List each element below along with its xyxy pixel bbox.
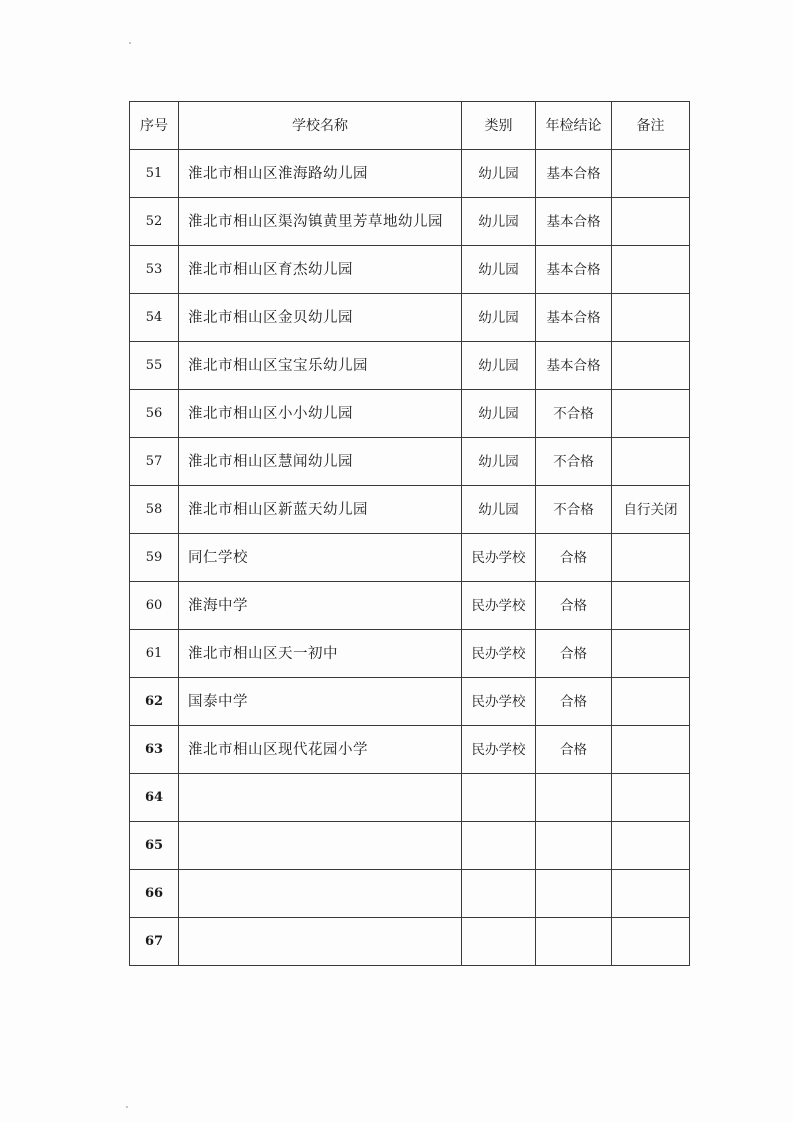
school-name: 淮北市相山区慧闻幼儿园 <box>179 438 462 486</box>
table-row <box>130 534 690 582</box>
school-category: 幼儿园 <box>462 486 536 534</box>
remarks <box>612 582 690 630</box>
row-number: 66 <box>130 870 179 918</box>
inspection-result: 合格 <box>536 582 612 630</box>
school-name: 同仁学校 <box>179 534 462 582</box>
row-number: 65 <box>130 822 179 870</box>
school-category: 幼儿园 <box>462 198 536 246</box>
table-row <box>130 342 690 390</box>
school-name: 国泰中学 <box>179 678 462 726</box>
table-row <box>130 678 690 726</box>
school-category: 幼儿园 <box>462 150 536 198</box>
school-name <box>179 774 462 822</box>
scan-speck <box>126 1106 128 1108</box>
table-row <box>130 150 690 198</box>
remarks <box>612 774 690 822</box>
remarks <box>612 630 690 678</box>
inspection-result: 基本合格 <box>536 198 612 246</box>
school-name: 淮北市相山区现代花园小学 <box>179 726 462 774</box>
table-row <box>130 198 690 246</box>
inspection-result: 合格 <box>536 534 612 582</box>
row-number: 57 <box>130 438 179 486</box>
table-row <box>130 582 690 630</box>
school-name <box>179 822 462 870</box>
header-school-name: 学校名称 <box>179 102 462 150</box>
remarks: 自行关闭 <box>612 486 690 534</box>
remarks <box>612 726 690 774</box>
row-number: 51 <box>130 150 179 198</box>
inspection-result <box>536 918 612 966</box>
school-name: 淮北市相山区宝宝乐幼儿园 <box>179 342 462 390</box>
inspection-result: 合格 <box>536 726 612 774</box>
remarks <box>612 438 690 486</box>
remarks <box>612 390 690 438</box>
school-name <box>179 870 462 918</box>
school-category <box>462 870 536 918</box>
table-header-row <box>130 102 690 150</box>
row-number: 64 <box>130 774 179 822</box>
row-number: 62 <box>130 678 179 726</box>
inspection-result: 基本合格 <box>536 294 612 342</box>
inspection-result: 基本合格 <box>536 150 612 198</box>
row-number: 63 <box>130 726 179 774</box>
inspection-result: 合格 <box>536 678 612 726</box>
remarks <box>612 294 690 342</box>
inspection-result <box>536 822 612 870</box>
row-number: 60 <box>130 582 179 630</box>
school-category: 民办学校 <box>462 582 536 630</box>
header-category: 类别 <box>462 102 536 150</box>
row-number: 67 <box>130 918 179 966</box>
inspection-result: 合格 <box>536 630 612 678</box>
table-row <box>130 822 690 870</box>
table-row <box>130 294 690 342</box>
school-name <box>179 918 462 966</box>
remarks <box>612 246 690 294</box>
remarks <box>612 870 690 918</box>
table-row <box>130 246 690 294</box>
school-name: 淮北市相山区新蓝天幼儿园 <box>179 486 462 534</box>
school-category: 幼儿园 <box>462 390 536 438</box>
school-name: 淮海中学 <box>179 582 462 630</box>
school-name: 淮北市相山区小小幼儿园 <box>179 390 462 438</box>
school-category: 民办学校 <box>462 678 536 726</box>
header-inspection-result: 年检结论 <box>536 102 612 150</box>
remarks <box>612 198 690 246</box>
inspection-result: 不合格 <box>536 438 612 486</box>
school-name: 淮北市相山区渠沟镇黄里芳草地幼儿园 <box>179 198 462 246</box>
row-number: 55 <box>130 342 179 390</box>
school-category: 幼儿园 <box>462 438 536 486</box>
table-row <box>130 726 690 774</box>
scan-speck <box>129 42 131 44</box>
inspection-result <box>536 774 612 822</box>
school-category <box>462 918 536 966</box>
inspection-result: 基本合格 <box>536 246 612 294</box>
school-name: 淮北市相山区淮海路幼儿园 <box>179 150 462 198</box>
remarks <box>612 534 690 582</box>
row-number: 52 <box>130 198 179 246</box>
table-row <box>130 870 690 918</box>
school-category: 民办学校 <box>462 534 536 582</box>
school-inspection-table <box>129 101 690 966</box>
table-row <box>130 486 690 534</box>
row-number: 61 <box>130 630 179 678</box>
table-row <box>130 918 690 966</box>
remarks <box>612 918 690 966</box>
remarks <box>612 150 690 198</box>
row-number: 58 <box>130 486 179 534</box>
row-number: 54 <box>130 294 179 342</box>
header-no: 序号 <box>130 102 179 150</box>
inspection-result <box>536 870 612 918</box>
inspection-result: 基本合格 <box>536 342 612 390</box>
remarks <box>612 342 690 390</box>
school-name: 淮北市相山区育杰幼儿园 <box>179 246 462 294</box>
row-number: 59 <box>130 534 179 582</box>
school-category: 幼儿园 <box>462 246 536 294</box>
table-row <box>130 390 690 438</box>
remarks <box>612 822 690 870</box>
row-number: 53 <box>130 246 179 294</box>
school-name: 淮北市相山区天一初中 <box>179 630 462 678</box>
table-row <box>130 630 690 678</box>
school-category: 幼儿园 <box>462 294 536 342</box>
school-category <box>462 822 536 870</box>
table-row <box>130 438 690 486</box>
school-category <box>462 774 536 822</box>
header-remarks: 备注 <box>612 102 690 150</box>
school-category: 民办学校 <box>462 630 536 678</box>
school-name: 淮北市相山区金贝幼儿园 <box>179 294 462 342</box>
inspection-result: 不合格 <box>536 486 612 534</box>
row-number: 56 <box>130 390 179 438</box>
school-category: 民办学校 <box>462 726 536 774</box>
inspection-result: 不合格 <box>536 390 612 438</box>
school-category: 幼儿园 <box>462 342 536 390</box>
remarks <box>612 678 690 726</box>
table-row <box>130 774 690 822</box>
